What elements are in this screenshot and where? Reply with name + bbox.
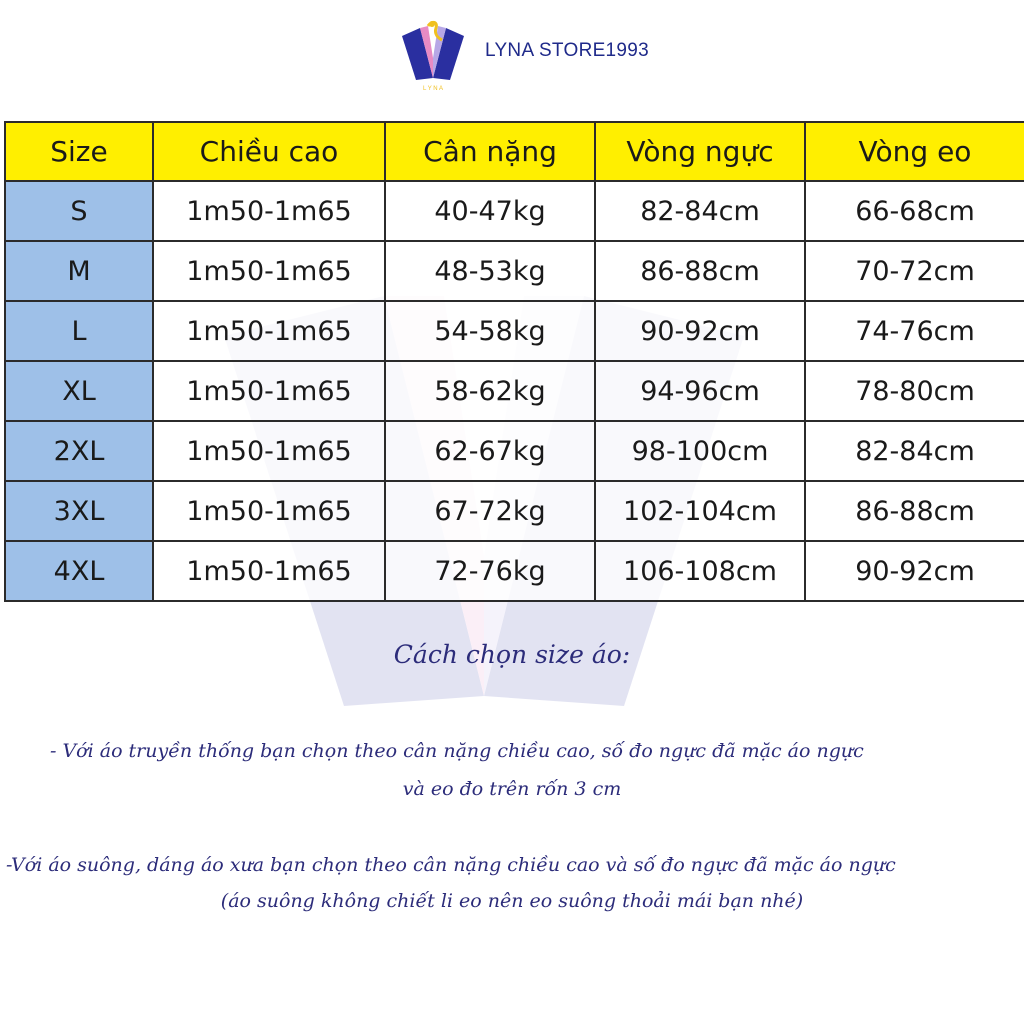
size-cell: 4XL [5,541,153,601]
weight-cell: 54-58kg [385,301,595,361]
size-cell: 3XL [5,481,153,541]
bust-cell: 94-96cm [595,361,805,421]
height-cell: 1m50-1m65 [153,181,385,241]
height-cell: 1m50-1m65 [153,421,385,481]
height-cell: 1m50-1m65 [153,541,385,601]
guide-line-traditional-cont: và eo đo trên rốn 3 cm [402,778,622,800]
height-cell: 1m50-1m65 [153,301,385,361]
table-header-row [5,122,1024,181]
guide-line-loose: -Với áo suông, dáng áo xưa bạn chọn theo cân nặng chiều cao và số đo ngực đã mặc áo ngực [6,854,896,876]
table-row [5,241,1024,301]
height-cell: 1m50-1m65 [153,481,385,541]
size-cell: 2XL [5,421,153,481]
guide-title: Cách chọn size áo: [393,640,631,669]
size-cell: M [5,241,153,301]
weight-cell: 58-62kg [385,361,595,421]
header-bust: Vòng ngực [595,122,805,181]
waist-cell: 66-68cm [805,181,1024,241]
waist-cell: 86-88cm [805,481,1024,541]
weight-cell: 40-47kg [385,181,595,241]
bust-cell: 102-104cm [595,481,805,541]
bust-cell: 86-88cm [595,241,805,301]
weight-cell: 67-72kg [385,481,595,541]
v-collar-logo-icon [398,18,468,92]
bust-cell: 90-92cm [595,301,805,361]
table-row [5,301,1024,361]
bust-cell: 98-100cm [595,421,805,481]
weight-cell: 62-67kg [385,421,595,481]
size-cell: L [5,301,153,361]
size-cell: XL [5,361,153,421]
size-chart [4,121,1024,615]
size-cell: S [5,181,153,241]
height-cell: 1m50-1m65 [153,361,385,421]
guide-line-loose-cont: (áo suông không chiết li eo nên eo suông thoải mái bạn nhé) [220,890,804,912]
table-row [5,361,1024,421]
header-waist: Vòng eo [805,122,1024,181]
weight-cell: 48-53kg [385,241,595,301]
guide-line-traditional: - Với áo truyền thống bạn chọn theo cân nặng chiều cao, số đo ngực đã mặc áo ngực [50,740,864,762]
table-row [5,541,1024,601]
waist-cell: 74-76cm [805,301,1024,361]
table-row [5,421,1024,481]
header-weight: Cân nặng [385,122,595,181]
height-cell: 1m50-1m65 [153,241,385,301]
bust-cell: 82-84cm [595,181,805,241]
svg-text:L Y N A: L Y N A [423,86,443,92]
header-size: Size [5,122,153,181]
weight-cell: 72-76kg [385,541,595,601]
header-height: Chiều cao [153,122,385,181]
table-row [5,181,1024,241]
bust-cell: 106-108cm [595,541,805,601]
waist-cell: 78-80cm [805,361,1024,421]
waist-cell: 82-84cm [805,421,1024,481]
size-table [4,121,1024,602]
brand-name: LYNA STORE1993 [485,40,650,61]
table-row [5,481,1024,541]
waist-cell: 90-92cm [805,541,1024,601]
waist-cell: 70-72cm [805,241,1024,301]
brand-header [0,12,1024,96]
